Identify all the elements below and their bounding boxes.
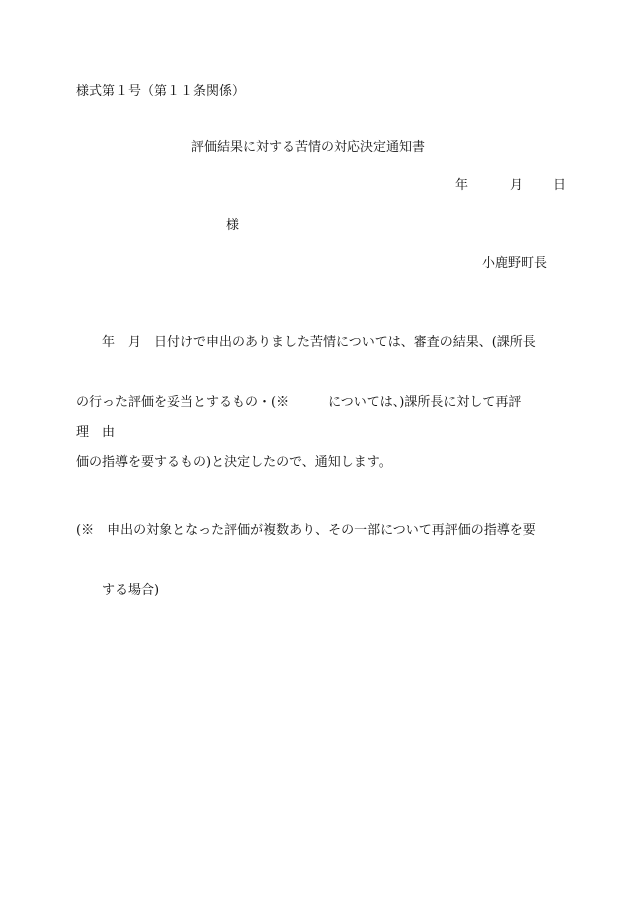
reason-heading: 理 由: [76, 425, 116, 440]
note-line: (※ 申出の対象となった評価が複数あり、その一部について再評価の指導を要: [76, 523, 536, 538]
addressee-suffix: 様: [226, 218, 240, 233]
note-line: する場合): [76, 583, 160, 598]
date-month-label: 月: [510, 178, 524, 193]
date-line: [455, 178, 566, 194]
note-paragraph: [76, 481, 536, 641]
date-day-label: 日: [553, 178, 567, 193]
body-paragraph: [76, 293, 536, 513]
document-title: 評価結果に対する苦情の対応決定通知書: [191, 140, 426, 155]
form-number-label: 様式第１号（第１１条関係）: [76, 84, 246, 99]
body-line: 価の指導を要するもの)と決定したので、通知します。: [76, 455, 392, 470]
body-line: 年 月 日付けで申出のありました苦情については、審査の結果、(課所長: [76, 335, 536, 350]
body-line: の行った評価を妥当とするもの・(※ については、)課所長に対して再評: [76, 395, 522, 410]
issuer-name: 小鹿野町長: [482, 256, 548, 271]
date-year-label: 年: [455, 178, 469, 193]
